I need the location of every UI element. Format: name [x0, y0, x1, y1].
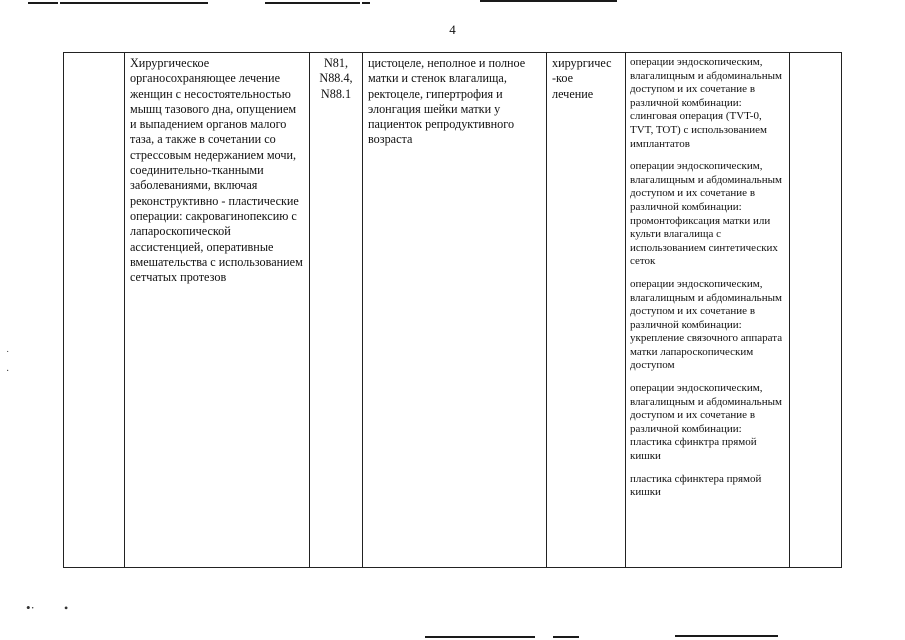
- scan-line-top-4: [362, 2, 370, 4]
- treatment-type-line: лечение: [552, 86, 594, 101]
- page-number: 4: [449, 22, 456, 37]
- scan-line-bottom-3: [675, 635, 778, 637]
- table-row: [64, 53, 842, 568]
- method-item: пластика сфинктера прямой кишки: [630, 472, 762, 499]
- scan-line-top-3: [265, 2, 360, 4]
- scan-speck: •: [64, 601, 69, 615]
- index-cell: [64, 53, 125, 568]
- last-cell: [790, 53, 842, 568]
- icd-code: N88.4,: [319, 71, 353, 86]
- scan-speck: ˙: [6, 350, 10, 361]
- scan-line-top-2: [60, 2, 208, 4]
- treatment-type-line: хирургичес: [552, 56, 612, 70]
- method-item: операции эндоскопическим, влагалищным и абдоминальным доступом и их сочетание в различной комбинации: укрепление связочного аппарата матки лапароскопическим доступом: [630, 277, 783, 372]
- method-item: операции эндоскопическим, влагалищным и абдоминальным доступом и их сочетание в различной комбинации: промонтофиксация матки или культи влагалища с использованием синтетических сеток: [630, 160, 782, 268]
- icd-codes-cell: [310, 53, 363, 568]
- scan-speck: ·: [6, 366, 10, 377]
- scan-line-top-1: [28, 2, 58, 4]
- scan-speck: •·: [26, 600, 35, 615]
- medical-care-table: [63, 52, 842, 568]
- treatment-methods-cell: [626, 53, 790, 568]
- icd-code: N81,: [323, 56, 349, 70]
- treatment-name-cell: Хирургическое органосохраняющее лечение женщин с несостоятельностью мышц тазового дна, опущением и выпадением органов малого таза, а также в сочетании со стрессовым недержанием мочи, соединительно-тканными заболеваниями, включая реконструктивно - пластические операции: сакровагинопексию с лапароскопической ассистенцией, оперативные вмешательства с использованием сетчатых протезов: [125, 53, 310, 568]
- icd-code: N88.1: [320, 86, 352, 101]
- scan-line-top-5: [480, 0, 617, 2]
- patient-model-cell: цистоцеле, неполное и полное матки и стенок влагалища, ректоцеле, гипертрофия и элонгация шейки матки у пациенток репродуктивного возраста: [363, 53, 547, 568]
- method-item: операции эндоскопическим, влагалищным и абдоминальным доступом и их сочетание в различной комбинации: слинговая операция (TVT-0, TVT, TOT) с использованием имплантатов: [630, 56, 782, 150]
- treatment-type-cell: [547, 53, 626, 568]
- scan-line-bottom-1: [425, 636, 535, 638]
- treatment-type-line: -кое: [552, 71, 574, 86]
- method-item: операции эндоскопическим, влагалищным и абдоминальным доступом и их сочетание в различной комбинации: пластика сфинктра прямой кишки: [630, 382, 782, 463]
- scan-line-bottom-2: [553, 636, 579, 638]
